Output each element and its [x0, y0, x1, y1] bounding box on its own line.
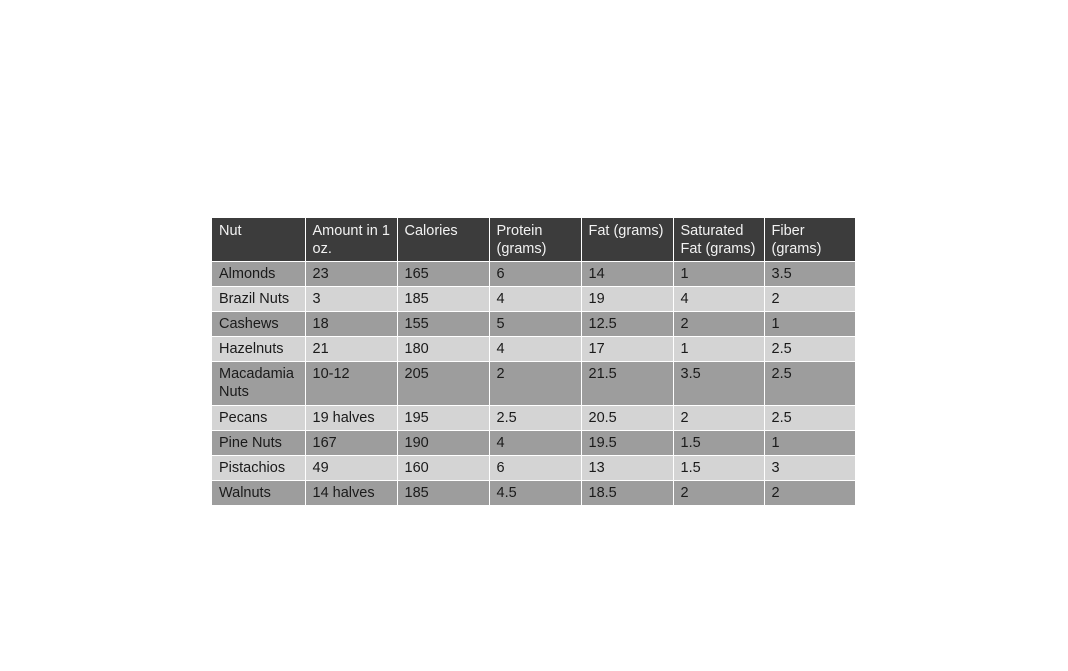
cell-nut: Cashews [212, 312, 305, 337]
cell-protein: 4 [489, 337, 581, 362]
table-row [212, 456, 855, 481]
table-row [212, 406, 855, 431]
cell-nut: Macadamia Nuts [212, 362, 305, 406]
header-amount: Amount in 1 oz. [305, 218, 397, 262]
cell-amount: 18 [305, 312, 397, 337]
cell-saturated-fat: 1.5 [673, 456, 764, 481]
cell-fat: 19.5 [581, 431, 673, 456]
cell-fiber: 2.5 [764, 337, 855, 362]
table-row [212, 312, 855, 337]
table-row [212, 287, 855, 312]
cell-protein: 2.5 [489, 406, 581, 431]
cell-fiber: 2.5 [764, 362, 855, 406]
header-saturated-fat: Saturated Fat (grams) [673, 218, 764, 262]
cell-fiber: 1 [764, 312, 855, 337]
cell-amount: 23 [305, 262, 397, 287]
cell-nut: Almonds [212, 262, 305, 287]
cell-protein: 4.5 [489, 481, 581, 506]
cell-fat: 13 [581, 456, 673, 481]
cell-calories: 185 [397, 481, 489, 506]
cell-calories: 185 [397, 287, 489, 312]
cell-saturated-fat: 1 [673, 262, 764, 287]
cell-saturated-fat: 3.5 [673, 362, 764, 406]
cell-saturated-fat: 4 [673, 287, 764, 312]
cell-nut: Pine Nuts [212, 431, 305, 456]
cell-protein: 4 [489, 287, 581, 312]
cell-amount: 3 [305, 287, 397, 312]
cell-fiber: 2 [764, 481, 855, 506]
cell-protein: 5 [489, 312, 581, 337]
cell-fat: 18.5 [581, 481, 673, 506]
cell-protein: 6 [489, 262, 581, 287]
header-nut: Nut [212, 218, 305, 262]
cell-protein: 6 [489, 456, 581, 481]
cell-calories: 195 [397, 406, 489, 431]
cell-nut: Pistachios [212, 456, 305, 481]
cell-fiber: 2.5 [764, 406, 855, 431]
cell-fat: 17 [581, 337, 673, 362]
cell-fiber: 3 [764, 456, 855, 481]
cell-nut: Pecans [212, 406, 305, 431]
table-body [212, 262, 855, 506]
cell-amount: 167 [305, 431, 397, 456]
cell-calories: 160 [397, 456, 489, 481]
table-header [212, 218, 855, 262]
header-fat: Fat (grams) [581, 218, 673, 262]
cell-fat: 20.5 [581, 406, 673, 431]
table-row [212, 431, 855, 456]
cell-amount: 10-12 [305, 362, 397, 406]
cell-protein: 2 [489, 362, 581, 406]
header-calories: Calories [397, 218, 489, 262]
cell-nut: Brazil Nuts [212, 287, 305, 312]
cell-fat: 19 [581, 287, 673, 312]
table-row [212, 481, 855, 506]
cell-fat: 14 [581, 262, 673, 287]
cell-nut: Walnuts [212, 481, 305, 506]
cell-calories: 180 [397, 337, 489, 362]
cell-saturated-fat: 2 [673, 406, 764, 431]
header-fiber: Fiber (grams) [764, 218, 855, 262]
cell-amount: 21 [305, 337, 397, 362]
cell-calories: 155 [397, 312, 489, 337]
cell-calories: 165 [397, 262, 489, 287]
cell-saturated-fat: 1 [673, 337, 764, 362]
cell-protein: 4 [489, 431, 581, 456]
cell-saturated-fat: 2 [673, 481, 764, 506]
cell-amount: 14 halves [305, 481, 397, 506]
header-protein: Protein (grams) [489, 218, 581, 262]
table-row [212, 362, 855, 406]
header-row [212, 218, 855, 262]
cell-saturated-fat: 2 [673, 312, 764, 337]
cell-nut: Hazelnuts [212, 337, 305, 362]
cell-fiber: 3.5 [764, 262, 855, 287]
cell-calories: 205 [397, 362, 489, 406]
cell-fat: 12.5 [581, 312, 673, 337]
cell-calories: 190 [397, 431, 489, 456]
cell-fat: 21.5 [581, 362, 673, 406]
nut-nutrition-table [212, 218, 855, 506]
cell-saturated-fat: 1.5 [673, 431, 764, 456]
cell-amount: 19 halves [305, 406, 397, 431]
table-row [212, 262, 855, 287]
table-row [212, 337, 855, 362]
cell-fiber: 2 [764, 287, 855, 312]
cell-amount: 49 [305, 456, 397, 481]
cell-fiber: 1 [764, 431, 855, 456]
